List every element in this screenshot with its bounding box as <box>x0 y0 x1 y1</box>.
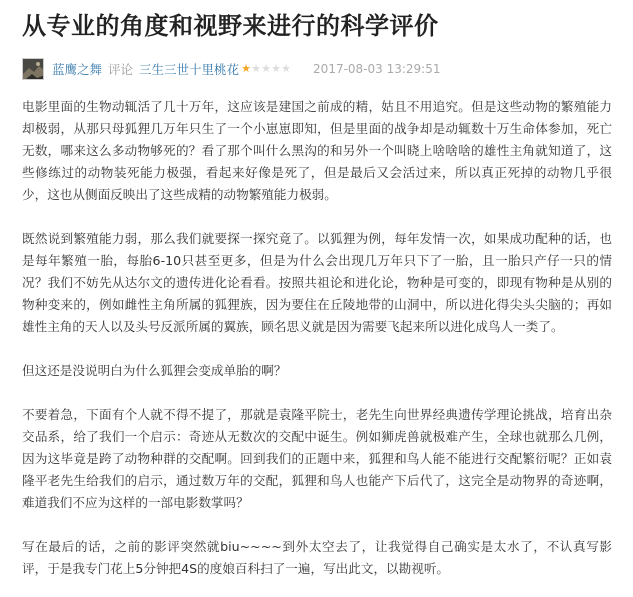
review-paragraph: 电影里面的生物动辄活了几十万年，这应该是建国之前成的精，姑且不用追究。但是这些动物的繁殖能力却极弱，从那只母狐狸几万年只生了一个小崽崽即知，但是里面的战争却是动辄数十万生命体参加，死亡无数，哪来这么多动物够死的？看了那个叫什么黑沟的和另外一个叫晓上啥啥啥的雄性主角就知道了，这些修练过的动物装死能力极强，看起来好像是死了，但是最后又会活过来，所以真正死掉的动物几乎很少，这也从侧面反映出了这些成精的动物繁殖能力极弱。 <box>22 99 612 202</box>
star-filled-icon: ★ <box>241 62 251 75</box>
author-link[interactable]: 蓝鹰之舞 <box>52 62 103 77</box>
movie-link[interactable]: 三生三世十里桃花 <box>139 62 240 77</box>
review-paragraph: 写在最后的话，之前的影评突然就biu~~~~到外太空去了，让我觉得自己确实是太水了，不认真写影评，于是我专门花上5分钟把4S的度娘百科扫了一遍，写出此文，以勘视听。 <box>22 539 612 576</box>
star-empty-icon: ★ <box>271 62 281 75</box>
avatar[interactable] <box>22 58 44 80</box>
review-body <box>22 96 612 580</box>
star-empty-icon: ★ <box>251 62 261 75</box>
avatar-photo-icon <box>23 59 44 80</box>
star-empty-icon: ★ <box>281 62 291 75</box>
star-empty-icon: ★ <box>261 62 271 75</box>
review-timestamp: 2017-08-03 13:29:51 <box>313 62 441 76</box>
rating-stars <box>241 63 291 75</box>
review-title[interactable]: 从专业的角度和视野来进行的科学评价 <box>22 12 439 40</box>
review-paragraph: 但这还是没说明白为什么狐狸会变成单胎的啊？ <box>22 363 287 378</box>
review-paragraph: 不要着急，下面有个人就不得不提了，那就是袁隆平院士，老先生向世界经典遗传学理论挑战，培育出杂交品系，给了我们一个启示：奇迹从无数次的交配中诞生。例如狮虎兽就极难产生，全球也就那么几例，因为这毕竟是跨了动物种群的交配啊。回到我们的正题中来，狐狸和鸟人能不能进行交配繁衍呢？正如袁隆平老先生给我们的启示，通过数万年的交配，狐狸和鸟人也能产下后代了，这完全是动物界的奇迹啊，难道我们不应为这样的一部电影数掌吗？ <box>22 407 612 510</box>
review-paragraph: 既然说到繁殖能力弱，那么我们就要探一探究竟了。以狐狸为例，每年发情一次，如果成功配种的话，也是每年繁殖一胎，每胎6-10只甚至更多，但是为什么会出现几万年只下了一胎，且一胎只产仔一只的情况？我们不妨先从达尔文的遗传进化论看看。按照共祖论和进化论，物种是可变的，即现有物种是从别的物种变来的，例如雌性主角所属的狐狸族，因为要住在丘陵地带的山洞中，所以进化得尖头尖脑的；再如雄性主角的天人以及头号反派所属的翼族，顾名思义就是因为需要飞起来所以进化成鸟人一类了。 <box>22 231 612 334</box>
review-kind-label: 评论 <box>108 62 134 77</box>
review-meta <box>22 56 633 82</box>
